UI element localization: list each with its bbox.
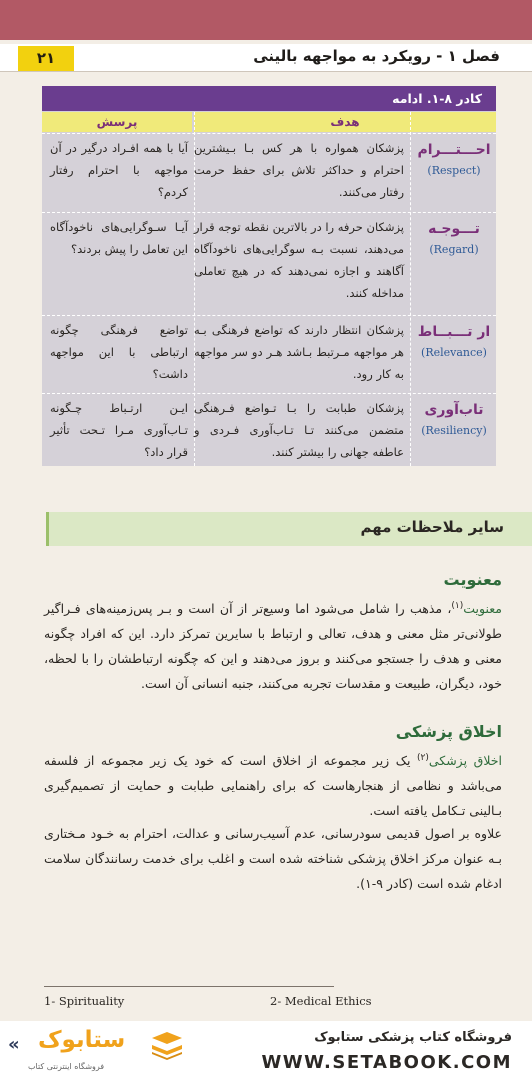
footnote-marker: (۱) bbox=[451, 601, 464, 611]
term-cell bbox=[412, 134, 496, 177]
store-logo-tagline: فروشگاه اینترنتی کتاب bbox=[28, 1062, 105, 1071]
store-url-link[interactable]: WWW.SETABOOK.COM bbox=[261, 1052, 512, 1073]
paragraph-text: یک زیر مجموعه از اخلاق است که خود یک زیر مجموعه از فلسفه می‌باشد و نظامی از هنجارهاست که برای راهنمایی طبابت و حمایت از تصمیم‌گیری بـالینی تـکامل یافته است. bbox=[44, 753, 502, 819]
footnote-2: 2- Medical Ethics bbox=[270, 994, 372, 1008]
section-title: سایر ملاحظات مهم bbox=[360, 518, 504, 536]
term-cell bbox=[412, 316, 496, 359]
goal-cell: پزشکان طبابت را بـا تـواضع فـرهنگی متضمن می‌کنند تـا تـاب‌آوری فـردی و عاطفه جهانی را بیشتر کنند. bbox=[194, 401, 404, 459]
footnote-rule bbox=[44, 986, 334, 987]
heading-medical-ethics: اخلاق پزشکی bbox=[395, 722, 502, 741]
term-english: (Relevance) bbox=[421, 346, 487, 359]
footnote-marker: (۲) bbox=[417, 753, 429, 763]
table-row bbox=[42, 315, 496, 393]
question-cell: ایـن ارتـباط چـگونه تـاب‌آوری مـرا تـحت تأثیر قرار داد؟ bbox=[50, 401, 188, 459]
book-stack-icon bbox=[150, 1030, 184, 1060]
goal-cell: پزشکان همواره با هر کس بـا بـیشترین احترام و حداکثر تلاش برای حفظ حرمت رفتار می‌کنند. bbox=[194, 141, 404, 199]
footnote-1: 1- Spirituality bbox=[44, 994, 125, 1008]
column-header-goal: هدف bbox=[194, 112, 496, 132]
heading-spirituality: معنویت bbox=[443, 570, 502, 589]
lead-term: معنویت bbox=[463, 601, 502, 617]
goal-cell: پزشکان انتظار دارند که تواضع فرهنگی بـه هر مواجهه مـرتبط بـاشد هـر دو سر مواجهه به کار رود. bbox=[194, 323, 404, 381]
term-english: (Respect) bbox=[427, 164, 481, 177]
term-persian: تـــوجـه bbox=[428, 221, 480, 237]
paragraph-spirituality bbox=[44, 594, 502, 696]
table-row bbox=[42, 393, 496, 466]
term-persian: ار تـــبــاط bbox=[417, 324, 491, 340]
question-cell: آیـا سـوگرایی‌های ناخودآگاه این تعامل را پیش بردند؟ bbox=[50, 220, 188, 256]
logo-arrows-icon: « bbox=[8, 1034, 20, 1055]
box-title: کادر ۸-۱. ادامه bbox=[42, 86, 496, 111]
question-cell: آیا با همه افـراد درگیر در آن مواجهه با احترام رفتار کردم؟ bbox=[50, 141, 188, 199]
term-english: (Regard) bbox=[429, 243, 479, 256]
paragraph-ethics bbox=[44, 746, 502, 823]
paragraph-text: ، مذهب را شامل می‌شود اما وسیع‌تر از آن است و بـر پس‌زمینه‌های فـراگیر طولانی‌تر مثل معنی و هدف، تعالی و ارتباط با سایرین تمرکز دارد. این که افراد چگونه معنی و هدف را جستجو می‌کنند و بروز می‌دهند و این که چگونه ارتباطشان را با لحظه، خود، دیگران، طبیعت و مقدسات تجربه می‌کنند، جنبه انسانی آن است. bbox=[44, 601, 502, 692]
store-logo: ستابوک bbox=[38, 1027, 126, 1053]
top-edge-band bbox=[0, 0, 532, 40]
page-number: ۲۱ bbox=[18, 46, 74, 71]
term-cell bbox=[412, 394, 496, 437]
lead-term: اخلاق پزشکی bbox=[428, 753, 502, 769]
question-cell: تواضع فرهنگی چگونه ارتباطی با این مواجهه داشت؟ bbox=[50, 323, 188, 381]
table-row bbox=[42, 212, 496, 315]
term-english: (Resiliency) bbox=[421, 424, 487, 437]
column-header-question: پرسش bbox=[42, 112, 192, 132]
store-name: فروشگاه کتاب پزشکی ستابوک bbox=[314, 1030, 512, 1045]
term-persian: تاب‌آوری bbox=[424, 402, 484, 418]
table-row bbox=[42, 133, 496, 212]
table-box bbox=[42, 86, 496, 466]
goal-cell: پزشکان حرفه را در بالاترین نقطه توجه قرار می‌دهند، نسبت بـه سوگرایی‌های ناخودآگاه آگاهند و اجازه نمی‌دهند که در هیچ تعاملی مداخله کنند. bbox=[194, 220, 404, 300]
term-cell bbox=[412, 213, 496, 256]
chapter-title: فصل ۱ - رویکرد به مواجهه بالینی bbox=[253, 47, 500, 65]
term-persian: احـــتـــرام bbox=[417, 142, 491, 158]
paragraph-ethics-2: علاوه بر اصول قدیمی سودرسانی، عدم آسیب‌رسانی و عدالت، احترام به خـود مـختاری بـه عنوان مرکز اخلاق پزشکی شناخته شده است و اغلب برای خدمت رسانندگان سلامت ادغام شده است (کادر ۹-۱). bbox=[44, 826, 502, 891]
